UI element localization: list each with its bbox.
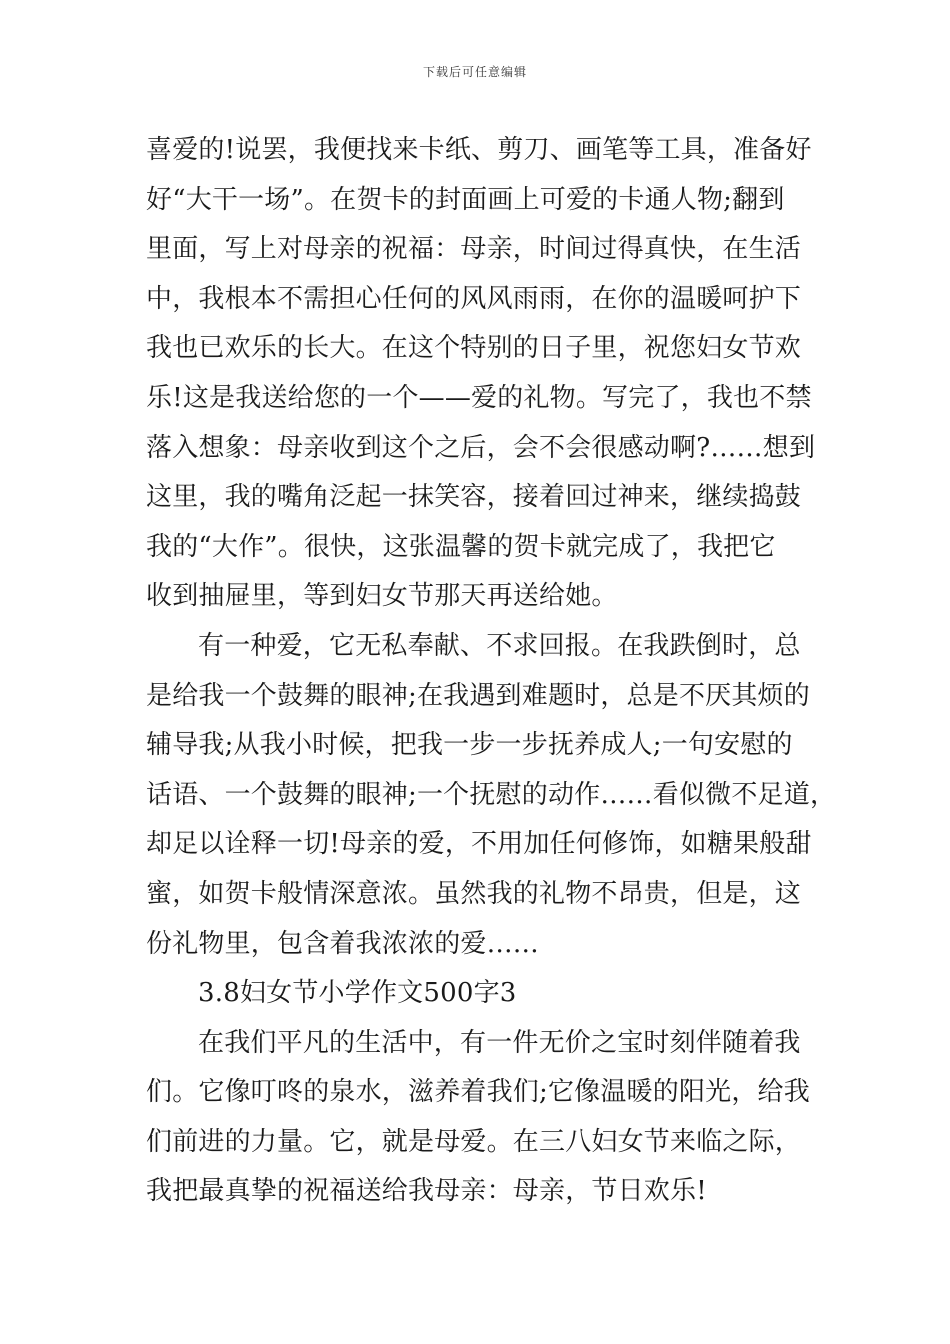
text-line: 我也已欢乐的长大。在这个特别的日子里，祝您妇女节欢	[146, 333, 802, 364]
text-line: 我把最真挚的祝福送给我母亲：母亲，节日欢乐!	[146, 1176, 707, 1207]
text-line: 却足以诠释一切!母亲的爱，不用加任何修饰，如糖果般甜	[146, 829, 812, 860]
text-line: 落入想象：母亲收到这个之后，会不会很感动啊?……想到	[146, 432, 816, 463]
text-line: 里面，写上对母亲的祝福：母亲，时间过得真快，在生活	[146, 234, 802, 265]
text-line: 话语、一个鼓舞的眼神;一个抚慰的动作……看似微不足道，	[146, 779, 837, 810]
text-line: 们。它像叮咚的泉水，滋养着我们;它像温暖的阳光，给我	[146, 1077, 810, 1108]
text-line: 中，我根本不需担心任何的风风雨雨，在你的温暖呵护下	[146, 283, 802, 314]
page-header: 下载后可任意编辑	[422, 65, 527, 79]
text-line: 我的“大作”。很快，这张温馨的贺卡就完成了，我把它	[146, 531, 776, 562]
document-body	[146, 126, 837, 1217]
text-line: 好“大干一场”。在贺卡的封面画上可爱的卡通人物;翻到	[146, 184, 785, 215]
section-heading: 3.8妇女节小学作文500字3	[198, 978, 517, 1009]
text-line: 喜爱的!说罢，我便找来卡纸、剪刀、画笔等工具，准备好	[146, 135, 812, 165]
text-line: 这里，我的嘴角泛起一抹笑容，接着回过神来，继续捣鼓	[146, 482, 802, 513]
text-line: 乐!这是我送给您的一个——爱的礼物。写完了，我也不禁	[146, 382, 812, 413]
paragraph-start-line: 在我们平凡的生活中，有一件无价之宝时刻伴随着我	[198, 1027, 801, 1058]
paragraph-start-line: 有一种爱，它无私奉献、不求回报。在我跌倒时，总	[198, 630, 801, 661]
text-line: 辅导我;从我小时候，把我一步一步抚养成人;一句安慰的	[146, 730, 793, 761]
text-line: 份礼物里，包含着我浓浓的爱……	[146, 928, 540, 959]
text-line: 收到抽屉里，等到妇女节那天再送给她。	[146, 581, 618, 612]
text-line: 蜜，如贺卡般情深意浓。虽然我的礼物不昂贵，但是，这	[146, 878, 802, 909]
text-line: 是给我一个鼓舞的眼神;在我遇到难题时，总是不厌其烦的	[146, 680, 810, 711]
text-line: 们前进的力量。它，就是母爱。在三八妇女节来临之际，	[146, 1126, 802, 1157]
